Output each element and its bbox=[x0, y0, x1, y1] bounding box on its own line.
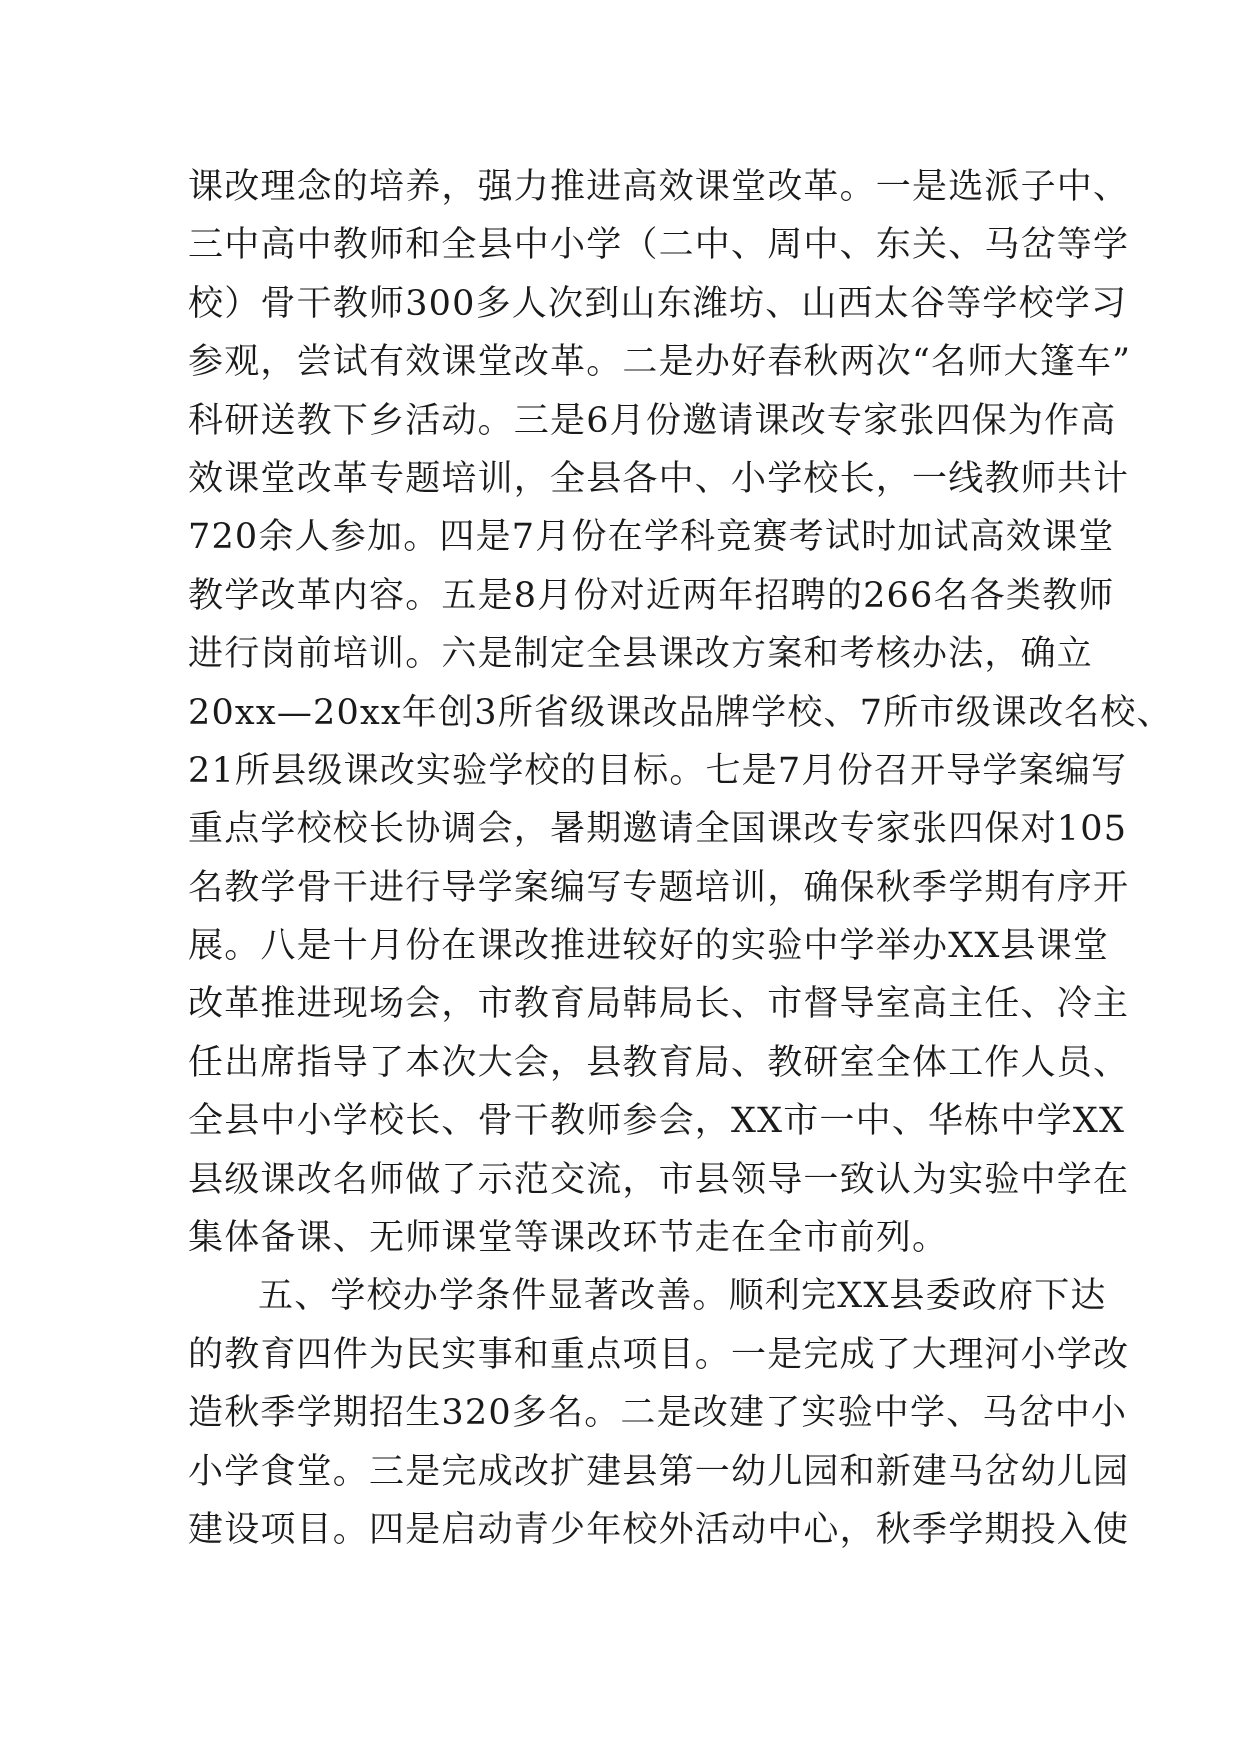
text-line: 课改理念的培养，强力推进高效课堂改革。一是选派子中、 bbox=[188, 167, 1130, 207]
paragraph-start-line: 五、学校办学条件显著改善。顺利完XX县委政府下达 bbox=[258, 1276, 1107, 1317]
text-line: 建设项目。四是启动青少年校外活动中心，秋季学期投入使 bbox=[188, 1509, 1130, 1550]
body-text bbox=[188, 158, 1173, 1559]
text-line: 效课堂改革专题培训，全县各中、小学校长，一线教师共计 bbox=[188, 458, 1130, 499]
text-line: 名教学骨干进行导学案编写专题培训，确保秋季学期有序开 bbox=[188, 867, 1130, 908]
text-line: 全县中小学校长、骨干教师参会，XX市一中、华栋中学XX bbox=[188, 1101, 1126, 1142]
text-line: 20xx—20xx年创3所省级课改品牌学校、7所市级课改名校、 bbox=[188, 692, 1173, 733]
text-line: 小学食堂。三是完成改扩建县第一幼儿园和新建马岔幼儿园 bbox=[188, 1451, 1130, 1492]
text-line: 教学改革内容。五是8月份对近两年招聘的266名各类教师 bbox=[188, 575, 1115, 616]
text-line: 校）骨干教师300多人次到山东潍坊、山西太谷等学校学习 bbox=[188, 283, 1128, 324]
text-line: 造秋季学期招生320多名。二是改建了实验中学、马岔中小 bbox=[188, 1393, 1128, 1434]
text-line: 进行岗前培训。六是制定全县课改方案和考核办法，确立 bbox=[188, 634, 1094, 675]
text-line: 科研送教下乡活动。三是6月份邀请课改专家张四保为作高 bbox=[188, 400, 1117, 441]
text-line: 21所县级课改实验学校的目标。七是7月份召开导学案编写 bbox=[188, 750, 1128, 791]
text-line: 任出席指导了本次大会，县教育局、教研室全体工作人员、 bbox=[188, 1042, 1130, 1083]
text-line: 的教育四件为民实事和重点项目。一是完成了大理河小学改 bbox=[188, 1334, 1130, 1375]
text-line: 集体备课、无师课堂等课改环节走在全市前列。 bbox=[188, 1218, 949, 1259]
text-line: 展。八是十月份在课改推进较好的实验中学举办XX县课堂 bbox=[188, 926, 1110, 967]
text-line: 参观，尝试有效课堂改革。二是办好春秋两次“名师大篷车” bbox=[188, 342, 1132, 383]
text-line: 县级课改名师做了示范交流，市县领导一致认为实验中学在 bbox=[188, 1159, 1130, 1200]
text-line: 三中高中教师和全县中小学（二中、周中、东关、马岔等学 bbox=[188, 225, 1130, 266]
text-line: 改革推进现场会，市教育局韩局长、市督导室高主任、冷主 bbox=[188, 984, 1130, 1025]
text-line: 重点学校校长协调会，暑期邀请全国课改专家张四保对105 bbox=[188, 809, 1128, 850]
text-line: 720余人参加。四是7月份在学科竞赛考试时加试高效课堂 bbox=[188, 517, 1115, 558]
